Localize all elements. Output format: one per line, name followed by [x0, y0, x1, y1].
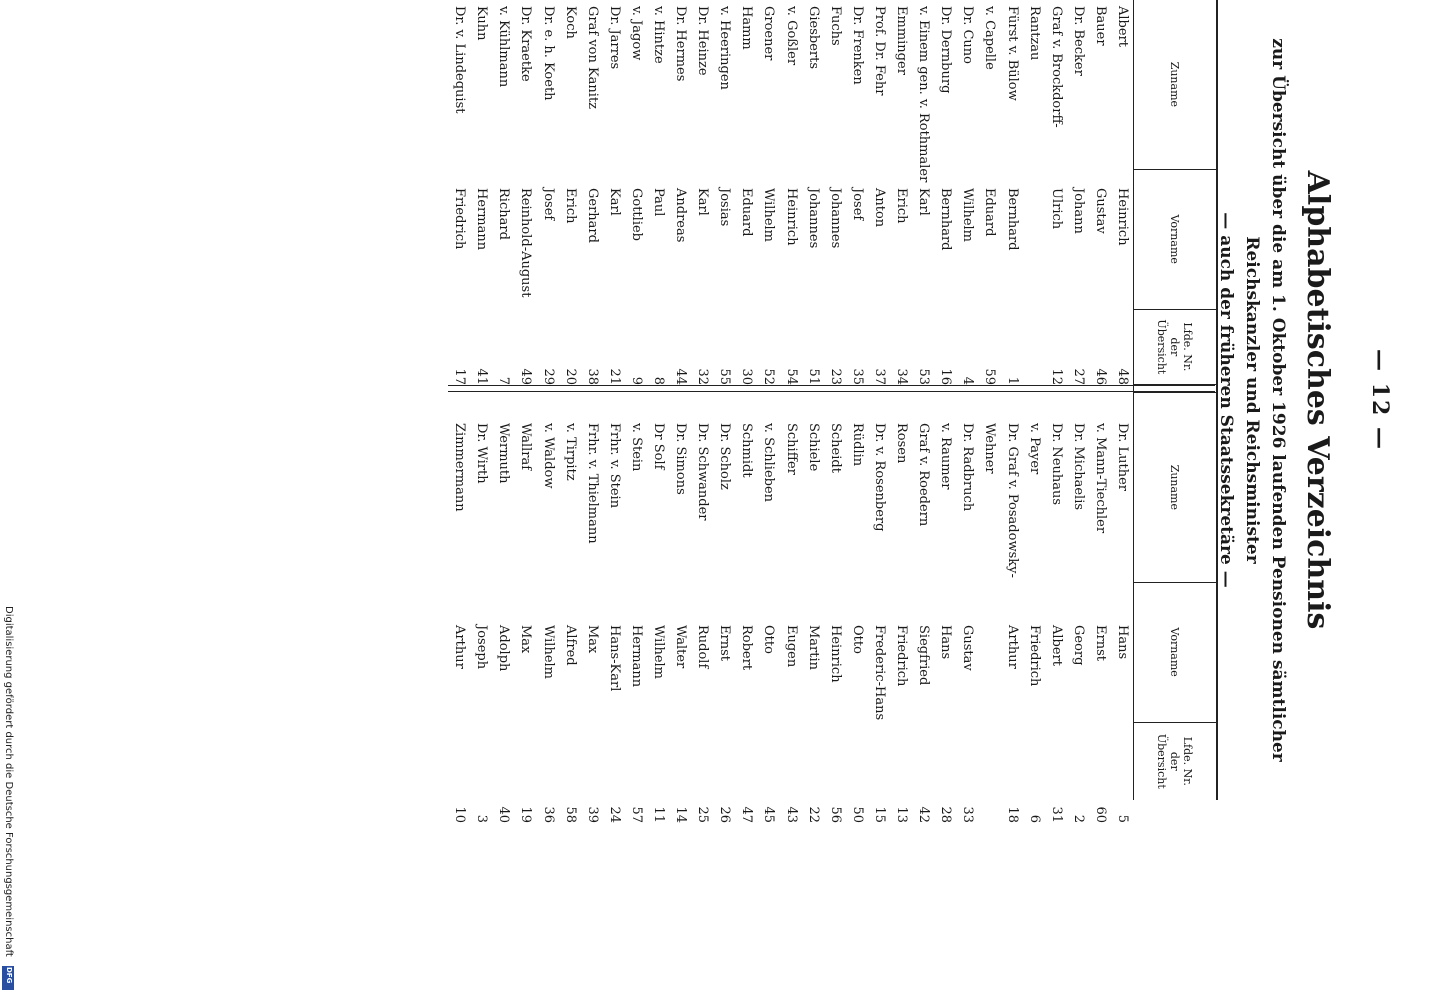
- table-cell: v. Raumer: [938, 423, 954, 490]
- table-cell: Dr. Schwander: [695, 423, 711, 521]
- table-cell: v. Kühlmann: [496, 6, 512, 88]
- header-firstname-right: Vorname: [1134, 582, 1216, 722]
- table-cell: 47: [739, 806, 755, 823]
- table-cell: Dr. Scholz: [717, 423, 733, 490]
- table-cell: 54: [783, 368, 799, 385]
- table-cell: Dr. Cuno: [960, 6, 976, 64]
- table-cell: 15: [871, 806, 887, 823]
- table-cell: Graf v. Roedern: [916, 423, 932, 527]
- table-cell: 49: [518, 368, 534, 385]
- table-cell: Dr. Dernburg: [938, 6, 954, 94]
- table-cell: Schiffer: [783, 423, 799, 475]
- table-cell: Scheidt: [827, 423, 843, 473]
- table-cell: Dr. Graf v. Posadowsky-: [1004, 423, 1020, 578]
- table-cell: 36: [540, 806, 556, 823]
- table-cell: 12: [1048, 368, 1064, 385]
- table-cell: Dr. Jarres: [606, 6, 622, 70]
- table-cell: Dr. Wirth: [474, 423, 490, 484]
- table-cell: Heinrich: [827, 625, 843, 683]
- table-cell: 51: [805, 368, 821, 385]
- table-cell: Schmidt: [739, 423, 755, 478]
- table-cell: Rantzau: [1026, 6, 1042, 61]
- table-cell: v. Einem gen. v. Rothmaler: [916, 6, 932, 183]
- table-cell: 41: [474, 368, 490, 385]
- table-cell: 58: [562, 806, 578, 823]
- table-cell: 44: [673, 368, 689, 385]
- table-cell: 8: [651, 376, 667, 385]
- table-cell: Anton: [871, 188, 887, 228]
- table-cell: 21: [606, 368, 622, 385]
- table-cell: Dr. v. Rosenberg: [871, 423, 887, 532]
- table-cell: Kuhn: [474, 6, 490, 41]
- table-cell: Joseph: [474, 625, 490, 670]
- table-cell: 60: [1092, 806, 1108, 823]
- table-cell: Dr Solf: [651, 423, 667, 470]
- table-cell: Rudolf: [695, 625, 711, 669]
- table-cell: Friedrich: [1026, 625, 1042, 687]
- table-cell: 39: [584, 806, 600, 823]
- table-cell: Gustav: [1092, 188, 1108, 234]
- table-cell: Eduard: [982, 188, 998, 237]
- table-cell: 53: [916, 368, 932, 385]
- table-cell: Dr. Neuhaus: [1048, 423, 1064, 506]
- table-cell: Giesberts: [805, 6, 821, 70]
- table-body: [448, 0, 1133, 823]
- table-cell: 5: [1115, 814, 1130, 823]
- table-cell: Wilhelm: [540, 625, 556, 679]
- table-cell: 7: [496, 376, 512, 385]
- table-cell: Albert: [1115, 6, 1130, 47]
- table-cell: Georg: [1070, 625, 1086, 666]
- right_rows-col-surname: [448, 403, 1133, 613]
- table-cell: Alfred: [562, 625, 578, 666]
- table-cell: Schiele: [805, 423, 821, 472]
- table-cell: Friedrich: [452, 188, 468, 250]
- table-cell: 57: [628, 806, 644, 823]
- table-cell: Wehner: [982, 423, 998, 474]
- table-cell: 26: [717, 806, 733, 823]
- table-cell: Dr. Heinze: [695, 6, 711, 76]
- table-cell: Dr. Luther: [1115, 423, 1130, 491]
- table-cell: Prof. Dr. Fehr: [871, 6, 887, 96]
- table-cell: v. Payer: [1026, 423, 1042, 475]
- table-cell: Heinrich: [1115, 188, 1130, 246]
- table-cell: Reinhold-August: [518, 188, 534, 298]
- table-cell: 28: [938, 806, 954, 823]
- table-cell: 59: [982, 368, 998, 385]
- footer-text: Digitalisierung gefördert durch die Deutsche Forschungsgemeinschaft: [3, 606, 14, 957]
- header-surname-right: Zuname: [1168, 464, 1182, 510]
- table-cell: Hans: [1115, 625, 1130, 660]
- right_rows-col-nr: [448, 765, 1133, 843]
- table-cell: Arthur: [1004, 625, 1020, 669]
- pension-table: [448, 0, 1218, 823]
- table-cell: 17: [452, 368, 468, 385]
- table-cell: v. Tirpitz: [562, 423, 578, 481]
- left_rows-col-surname: [448, 0, 1133, 183]
- page-title: Alphabetisches Verzeichnis: [1300, 170, 1335, 630]
- table-cell: Dr. Hermes: [673, 6, 689, 82]
- table-cell: [1023, 328, 1045, 403]
- table-cell: Erich: [562, 188, 578, 224]
- table-cell: 19: [518, 806, 534, 823]
- table-cell: Rüdlin: [849, 423, 865, 467]
- table-cell: Wilhelm: [651, 625, 667, 679]
- table-cell: Johann: [1070, 188, 1086, 234]
- table-cell: Dr. e. h. Koeth: [540, 6, 556, 101]
- left_rows-col-nr: [448, 328, 1133, 403]
- table-cell: 27: [1070, 368, 1086, 385]
- right_rows-col-firstname: [448, 613, 1133, 765]
- subtitle-line-1: zur Übersicht über die am 1. Oktober 1926 laufenden Pensionen sämtlicher Reichskanzler und Reichsminister: [1242, 38, 1288, 762]
- table-cell: v. Capelle: [982, 6, 998, 70]
- table-cell: Hans: [938, 625, 954, 660]
- header-number-right: Lfde. Nr. der Übersicht: [1134, 722, 1216, 800]
- table-cell: Eugen: [783, 625, 799, 668]
- table-cell: 1: [1004, 376, 1020, 385]
- table-cell: v. Jagow: [628, 6, 644, 61]
- table-cell: Josef: [540, 188, 556, 221]
- table-cell: [1023, 176, 1045, 328]
- table-cell: Fuchs: [827, 6, 843, 46]
- table-cell: Richard: [496, 188, 512, 240]
- table-cell: Gottlieb: [628, 188, 644, 241]
- table-cell: Walter: [673, 625, 689, 669]
- table-cell: Wilhelm: [960, 188, 976, 242]
- table-cell: 18: [1004, 806, 1020, 823]
- table-cell: Siegfried: [916, 625, 932, 686]
- table-cell: v. Mann-Tiechler: [1092, 423, 1108, 534]
- table-cell: 20: [562, 368, 578, 385]
- table-cell: Zimmermann: [452, 423, 468, 512]
- subtitle-line-2: — auch der früheren Staatssekretäre —: [1216, 212, 1236, 588]
- table-cell: Dr. v. Lindequist: [452, 6, 468, 114]
- header-number-left: Lfde. Nr. der Übersicht: [1134, 309, 1216, 384]
- table-cell: Josias: [717, 188, 733, 227]
- table-header: [1133, 0, 1216, 800]
- dfg-logo: DFG: [2, 966, 14, 990]
- table-cell: Frederic-Hans: [871, 625, 887, 721]
- table-cell: 37: [871, 368, 887, 385]
- table-cell: [978, 613, 1000, 765]
- table-cell: 24: [606, 806, 622, 823]
- table-cell: Josef: [849, 188, 865, 221]
- table-cell: Groener: [761, 6, 777, 61]
- table-cell: 3: [474, 814, 490, 823]
- table-cell: Johannes: [805, 188, 821, 249]
- table-cell: 42: [916, 806, 932, 823]
- table-cell: 38: [584, 368, 600, 385]
- table-cell: Max: [584, 625, 600, 654]
- table-cell: 35: [849, 368, 865, 385]
- table-cell: Hermann: [628, 625, 644, 688]
- table-cell: 30: [739, 368, 755, 385]
- header-surname-left: Zuname: [1168, 61, 1182, 108]
- table-cell: Frhr. v. Stein: [606, 423, 622, 509]
- table-cell: Emminger: [894, 6, 910, 75]
- table-cell: 6: [1026, 814, 1042, 823]
- table-cell: Bernhard: [1004, 188, 1020, 251]
- left-column-group: [448, 0, 1133, 403]
- table-cell: Wilhelm: [761, 188, 777, 242]
- table-cell: Andreas: [673, 188, 689, 243]
- table-cell: Graf von Kanitz: [584, 6, 600, 110]
- table-cell: Wermuth: [496, 423, 512, 484]
- table-cell: Karl: [606, 188, 622, 216]
- table-cell: 2: [1070, 814, 1086, 823]
- table-cell: 25: [695, 806, 711, 823]
- header-firstname-left: Vorname: [1134, 169, 1216, 309]
- table-cell: 16: [938, 368, 954, 385]
- table-cell: 11: [651, 806, 667, 823]
- table-cell: 34: [894, 368, 910, 385]
- table-cell: 9: [628, 376, 644, 385]
- table-cell: Johannes: [827, 188, 843, 249]
- table-cell: 13: [894, 806, 910, 823]
- table-cell: Koch: [562, 6, 578, 39]
- table-cell: Robert: [739, 625, 755, 671]
- table-cell: Max: [518, 625, 534, 654]
- table-cell: 14: [673, 806, 689, 823]
- table-cell: Paul: [651, 188, 667, 217]
- table-cell: Ernst: [717, 625, 733, 661]
- table-cell: Dr. Frenken: [849, 6, 865, 85]
- table-cell: v. Heeringen: [717, 6, 733, 90]
- table-cell: v. Stein: [628, 423, 644, 472]
- digitization-note: [0, 606, 16, 996]
- table-cell: 23: [827, 368, 843, 385]
- table-cell: Hans-Karl: [606, 625, 622, 692]
- table-cell: Dr. Kraetke: [518, 6, 534, 82]
- table-cell: Ulrich: [1048, 188, 1064, 230]
- table-cell: Dr. Radbruch: [960, 423, 976, 512]
- table-cell: 10: [452, 806, 468, 823]
- table-cell: 22: [805, 806, 821, 823]
- table-cell: Martin: [805, 625, 821, 671]
- table-cell: 56: [827, 806, 843, 823]
- right-column-group: [448, 403, 1133, 843]
- table-cell: Arthur: [452, 625, 468, 669]
- table-cell: 33: [960, 806, 976, 823]
- table-cell: Dr. Michaelis: [1070, 423, 1086, 511]
- table-cell: Gustav: [960, 625, 976, 671]
- table-cell: 45: [761, 806, 777, 823]
- table-cell: Eduard: [739, 188, 755, 237]
- table-cell: 29: [540, 368, 556, 385]
- table-cell: Wallraf: [518, 423, 534, 471]
- table-cell: Otto: [761, 625, 777, 654]
- table-cell: Fürst v. Bülow: [1004, 6, 1020, 101]
- page-number: — 12 —: [1367, 349, 1393, 451]
- table-cell: v. Waldow: [540, 423, 556, 489]
- table-cell: Hermann: [474, 188, 490, 251]
- table-cell: Frhr. v. Thielmann: [584, 423, 600, 544]
- table-cell: Karl: [916, 188, 932, 216]
- table-cell: 50: [849, 806, 865, 823]
- table-cell: v. Hintze: [651, 6, 667, 64]
- table-cell: Albert: [1048, 625, 1064, 666]
- table-cell: Adolph: [496, 625, 512, 672]
- table-cell: [978, 765, 1000, 843]
- table-cell: 52: [761, 368, 777, 385]
- table-cell: Heinrich: [783, 188, 799, 246]
- page-subtitle: [1213, 0, 1291, 800]
- table-cell: Rosen: [894, 423, 910, 464]
- table-cell: Bauer: [1092, 6, 1108, 46]
- table-cell: v. Goßler: [783, 6, 799, 66]
- table-cell: 43: [783, 806, 799, 823]
- table-cell: 55: [717, 368, 733, 385]
- table-cell: v. Schlieben: [761, 423, 777, 503]
- table-cell: Gerhard: [584, 188, 600, 243]
- table-cell: Otto: [849, 625, 865, 654]
- table-cell: Ernst: [1092, 625, 1108, 661]
- table-cell: 40: [496, 806, 512, 823]
- left_rows-col-firstname: [448, 176, 1133, 328]
- table-cell: Graf v. Brockdorff-: [1048, 6, 1064, 128]
- table-cell: 32: [695, 368, 711, 385]
- table-cell: Friedrich: [894, 625, 910, 687]
- table-cell: 48: [1115, 368, 1130, 385]
- table-cell: Dr. Becker: [1070, 6, 1086, 76]
- table-cell: Dr. Simons: [673, 423, 689, 495]
- table-cell: Karl: [695, 188, 711, 216]
- table-cell: Hamm: [739, 6, 755, 50]
- table-cell: 46: [1092, 368, 1108, 385]
- table-cell: Erich: [894, 188, 910, 224]
- table-cell: Bernhard: [938, 188, 954, 251]
- table-cell: 31: [1048, 806, 1064, 823]
- table-cell: 4: [960, 376, 976, 385]
- rotated-content: [288, 0, 1423, 823]
